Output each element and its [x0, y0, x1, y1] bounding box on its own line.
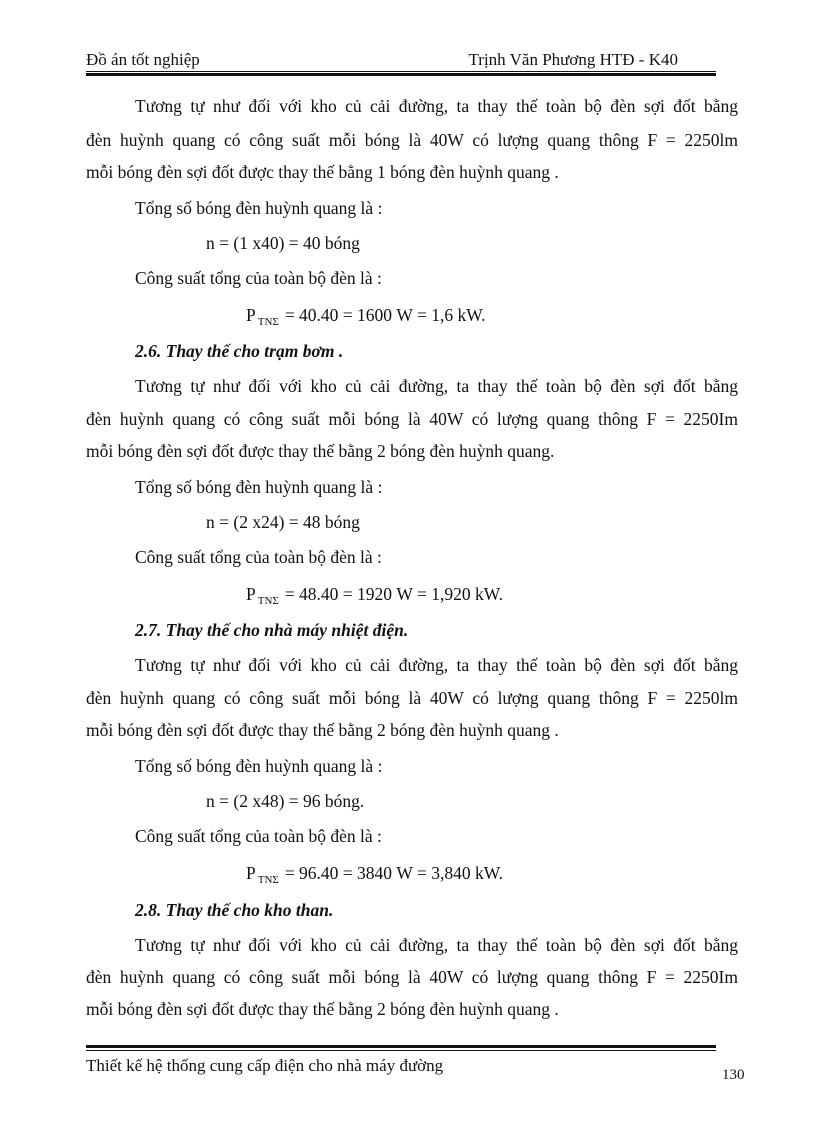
power-symbol: P — [246, 863, 256, 883]
power-label: Công suất tổng của toàn bộ đèn là : — [135, 268, 382, 288]
paragraph-line: mỗi bóng đèn sợi đốt được thay thế bằng 2 bóng đèn huỳnh quang . — [86, 720, 559, 740]
page-number: 130 — [722, 1067, 745, 1083]
header-right-author: Trịnh Văn Phương HTĐ - K40 — [468, 50, 678, 69]
paragraph-line: Tương tự như đối với kho củ cải đường, ta thay thế toàn bộ đèn sợi đốt bằng — [135, 935, 738, 955]
power-subscript: TNΣ — [257, 595, 279, 607]
count-formula: n = (2 x48) = 96 bóng. — [206, 791, 365, 811]
paragraph-line: đèn huỳnh quang có công suất mỗi bóng là 40W có lượng quang thông F = 2250lm — [86, 688, 738, 708]
paragraph-line: Tương tự như đối với kho củ cải đường, ta thay thế toàn bộ đèn sợi đốt bằng — [135, 96, 738, 116]
paragraph-line: đèn huỳnh quang có công suất mỗi bóng là 40W có lượng quang thông F = 2250lm — [86, 130, 738, 150]
footer-title: Thiết kế hệ thống cung cấp điện cho nhà máy đường — [86, 1056, 444, 1075]
section-heading: 2.7. Thay thế cho nhà máy nhiệt điện. — [135, 620, 409, 640]
header-left-title: Đồ án tốt nghiệp — [86, 50, 200, 69]
power-subscript: TNΣ — [257, 874, 279, 886]
power-formula — [246, 584, 503, 607]
paragraph-line: mỗi bóng đèn sợi đốt được thay thế bằng 1 bóng đèn huỳnh quang . — [86, 162, 559, 182]
count-formula: n = (1 x40) = 40 bóng — [206, 233, 360, 253]
section-heading: 2.6. Thay thế cho trạm bơm . — [135, 341, 344, 361]
power-formula — [246, 863, 503, 886]
count-label: Tổng số bóng đèn huỳnh quang là : — [135, 198, 383, 218]
header-rule-thick — [86, 73, 716, 76]
count-label: Tổng số bóng đèn huỳnh quang là : — [135, 477, 383, 497]
power-value: = 96.40 = 3840 W = 3,840 kW. — [284, 863, 504, 883]
power-value: = 40.40 = 1600 W = 1,6 kW. — [284, 305, 486, 325]
power-symbol: P — [246, 584, 256, 604]
power-label: Công suất tổng của toàn bộ đèn là : — [135, 547, 382, 567]
paragraph-line: đèn huỳnh quang có công suất mỗi bóng là 40W có lượng quang thông F = 2250Im — [86, 967, 738, 987]
power-symbol: P — [246, 305, 256, 325]
power-value: = 48.40 = 1920 W = 1,920 kW. — [284, 584, 504, 604]
count-label: Tổng số bóng đèn huỳnh quang là : — [135, 756, 383, 776]
power-label: Công suất tổng của toàn bộ đèn là : — [135, 826, 382, 846]
header-rule-thin — [86, 71, 716, 72]
footer-rule-thick — [86, 1045, 716, 1048]
paragraph-line: đèn huỳnh quang có công suất mỗi bóng là 40W có lượng quang thông F = 2250Im — [86, 409, 738, 429]
count-formula: n = (2 x24) = 48 bóng — [206, 512, 360, 532]
footer-rule-thin — [86, 1050, 716, 1051]
paragraph-line: Tương tự như đối với kho củ cải đường, ta thay thế toàn bộ đèn sợi đốt bằng — [135, 655, 738, 675]
section-heading: 2.8. Thay thế cho kho than. — [135, 900, 334, 920]
paragraph-line: mỗi bóng đèn sợi đốt được thay thế bằng 2 bóng đèn huỳnh quang. — [86, 441, 555, 461]
page-header — [86, 50, 716, 70]
power-subscript: TNΣ — [257, 316, 279, 328]
paragraph-line: mỗi bóng đèn sợi đốt được thay thế bằng 2 bóng đèn huỳnh quang . — [86, 999, 559, 1019]
paragraph-line: Tương tự như đối với kho củ cải đường, ta thay thế toàn bộ đèn sợi đốt bằng — [135, 376, 738, 396]
power-formula — [246, 305, 486, 328]
